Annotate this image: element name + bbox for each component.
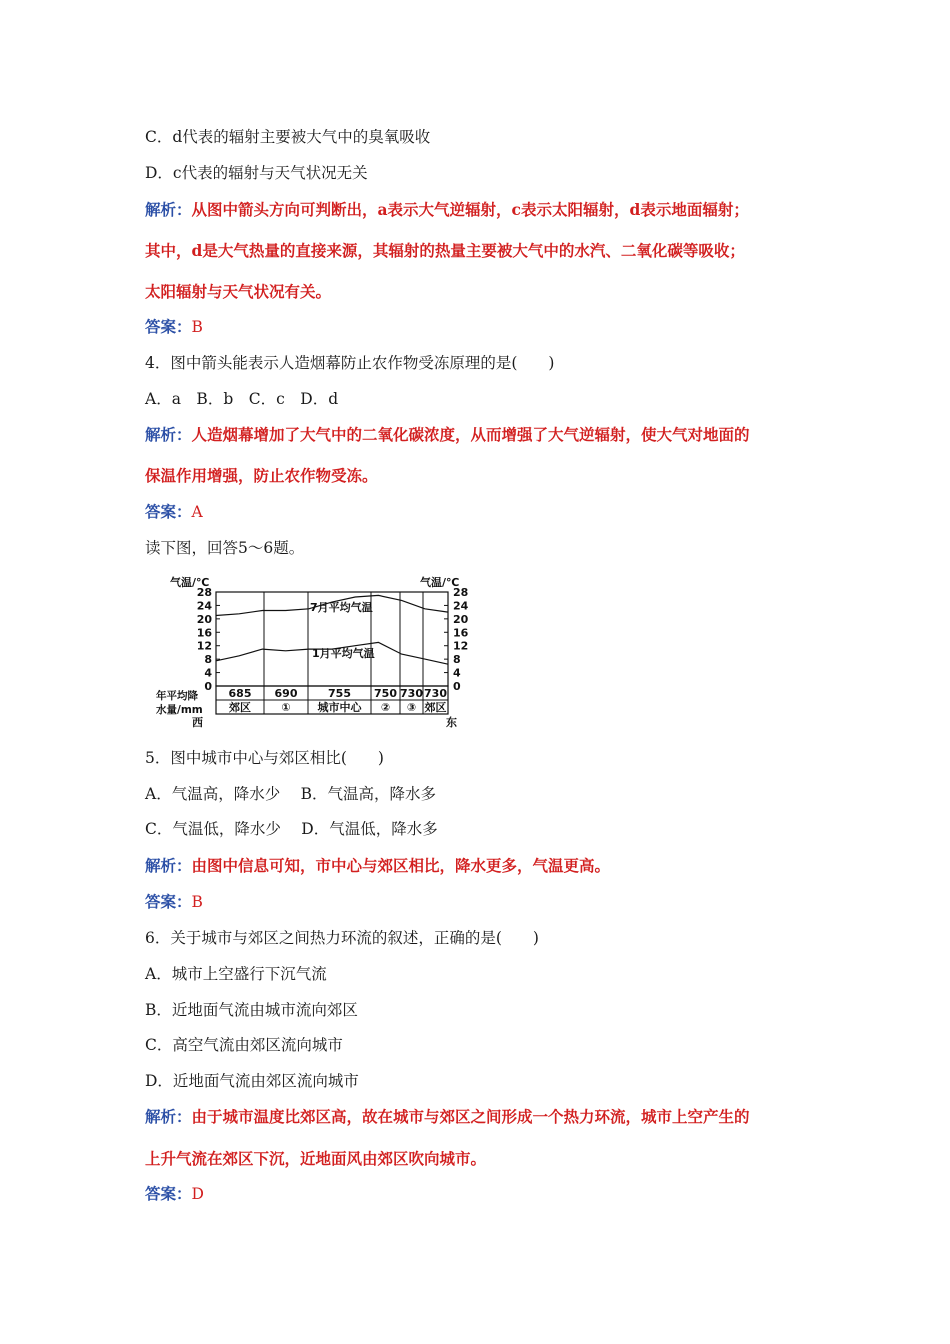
analysis-text: 从图中箭头方向可判断出，a表示大气逆辐射，c表示太阳辐射，d表示地面辐射； [191,200,749,219]
q6-analysis-line-2: 上升气流在郊区下沉，近地面风由郊区吹向城市。 [145,1149,487,1168]
y-tick-label-right: 20 [453,612,469,626]
y-tick-label-left: 24 [196,599,212,613]
q6-answer [145,1184,204,1204]
q6-option-b: B．近地面气流由城市流向郊区 [145,1001,358,1019]
direction-east: 东 [446,716,457,729]
q5-options-cd: C．气温低，降水少 D．气温低，降水多 [145,820,438,838]
row-label-line-1: 年平均降 [156,690,198,702]
y-tick-label-left: 12 [196,639,212,653]
analysis-label: 解析： [145,1107,192,1126]
q5-analysis [145,856,610,876]
analysis-text: 由图中信息可知，市中心与郊区相比，降水更多，气温更高。 [191,856,611,875]
analysis-label: 解析： [145,856,192,875]
y-tick-label-right: 0 [453,680,461,693]
y-tick-label-right: 28 [453,586,469,599]
q6-option-c: C．高空气流由郊区流向城市 [145,1036,343,1054]
q3-analysis-line-1 [145,200,749,220]
region-label: ② [380,701,391,714]
y-tick-label-left: 8 [204,653,212,667]
q3-option-c: C．d代表的辐射主要被大气中的臭氧吸收 [145,128,431,146]
region-label: 郊区 [424,701,447,714]
q4-analysis-line-1 [145,425,750,445]
y-tick-label-right: 24 [453,599,469,613]
precipitation-value: 730 [424,687,447,700]
answer-label: 答案： [145,1184,192,1203]
y-tick-label-left: 16 [196,626,212,640]
q6-option-a: A．城市上空盛行下沉气流 [145,965,327,983]
y-tick-label-right: 16 [453,626,469,640]
y-tick-label-left: 0 [204,680,212,693]
precipitation-value: 685 [228,687,252,700]
y-tick-label-right: 4 [453,666,461,680]
q3-analysis-line-2: 其中，d是大气热量的直接来源，其辐射的热量主要被大气中的水汽、二氧化碳等吸收； [145,241,745,260]
analysis-label: 解析： [145,425,192,444]
q5-options-ab: A．气温高，降水少 B．气温高，降水多 [145,785,437,803]
region-label: 城市中心 [317,701,362,714]
answer-value: A [191,503,203,521]
region-label: 郊区 [229,701,251,714]
q4-stem: 4．图中箭头能表示人造烟幕防止农作物受冻原理的是( ) [145,354,555,372]
q4-analysis-line-2: 保温作用增强，防止农作物受冻。 [145,466,378,485]
answer-value: D [191,1185,204,1203]
q6-analysis-line-1 [145,1107,750,1127]
q3-analysis-line-3: 太阳辐射与天气状况有关。 [145,282,332,301]
y-axis-label-left: 气温/℃ [170,576,210,589]
answer-value: B [191,893,203,911]
q6-option-d: D．近地面气流由郊区流向城市 [145,1072,359,1090]
y-tick-label-right: 12 [453,639,469,653]
precipitation-value: 750 [374,687,397,700]
precipitation-value: 755 [328,687,351,700]
precipitation-value: 690 [274,687,298,700]
figure-intro: 读下图，回答5～6题。 [145,539,305,557]
precipitation-value: 730 [400,687,423,700]
answer-value: B [191,318,203,336]
series-label-july: 7月平均气温 [310,601,373,614]
answer-label: 答案： [145,892,192,911]
y-tick-label-left: 4 [204,666,212,680]
y-tick-label-left: 20 [196,612,212,626]
row-label-line-2: 水量/mm [156,704,203,716]
y-tick-label-right: 8 [453,653,461,667]
y-tick-label-left: 28 [196,586,212,599]
q5-stem: 5．图中城市中心与郊区相比( ) [145,749,384,767]
series-label-january: 1月平均气温 [312,647,375,660]
q4-options: A．a B．b C．c D．d [145,390,339,408]
answer-label: 答案： [145,317,192,336]
answer-label: 答案： [145,502,192,521]
direction-west: 西 [192,716,203,729]
q3-answer [145,317,203,337]
region-label: ③ [406,701,417,714]
q5-answer [145,892,203,912]
analysis-label: 解析： [145,200,192,219]
region-label: ① [281,701,291,714]
analysis-text: 人造烟幕增加了大气中的二氧化碳浓度，从而增强了大气逆辐射，使大气对地面的 [191,425,750,444]
q4-answer [145,502,203,522]
q3-option-d: D．c代表的辐射与天气状况无关 [145,164,368,182]
q6-stem: 6．关于城市与郊区之间热力环流的叙述，正确的是( ) [145,929,539,947]
analysis-text: 由于城市温度比郊区高，故在城市与郊区之间形成一个热力环流，城市上空产生的 [191,1107,750,1126]
y-axis-label-right: 气温/℃ [420,576,460,589]
temperature-precipitation-chart [140,568,470,734]
